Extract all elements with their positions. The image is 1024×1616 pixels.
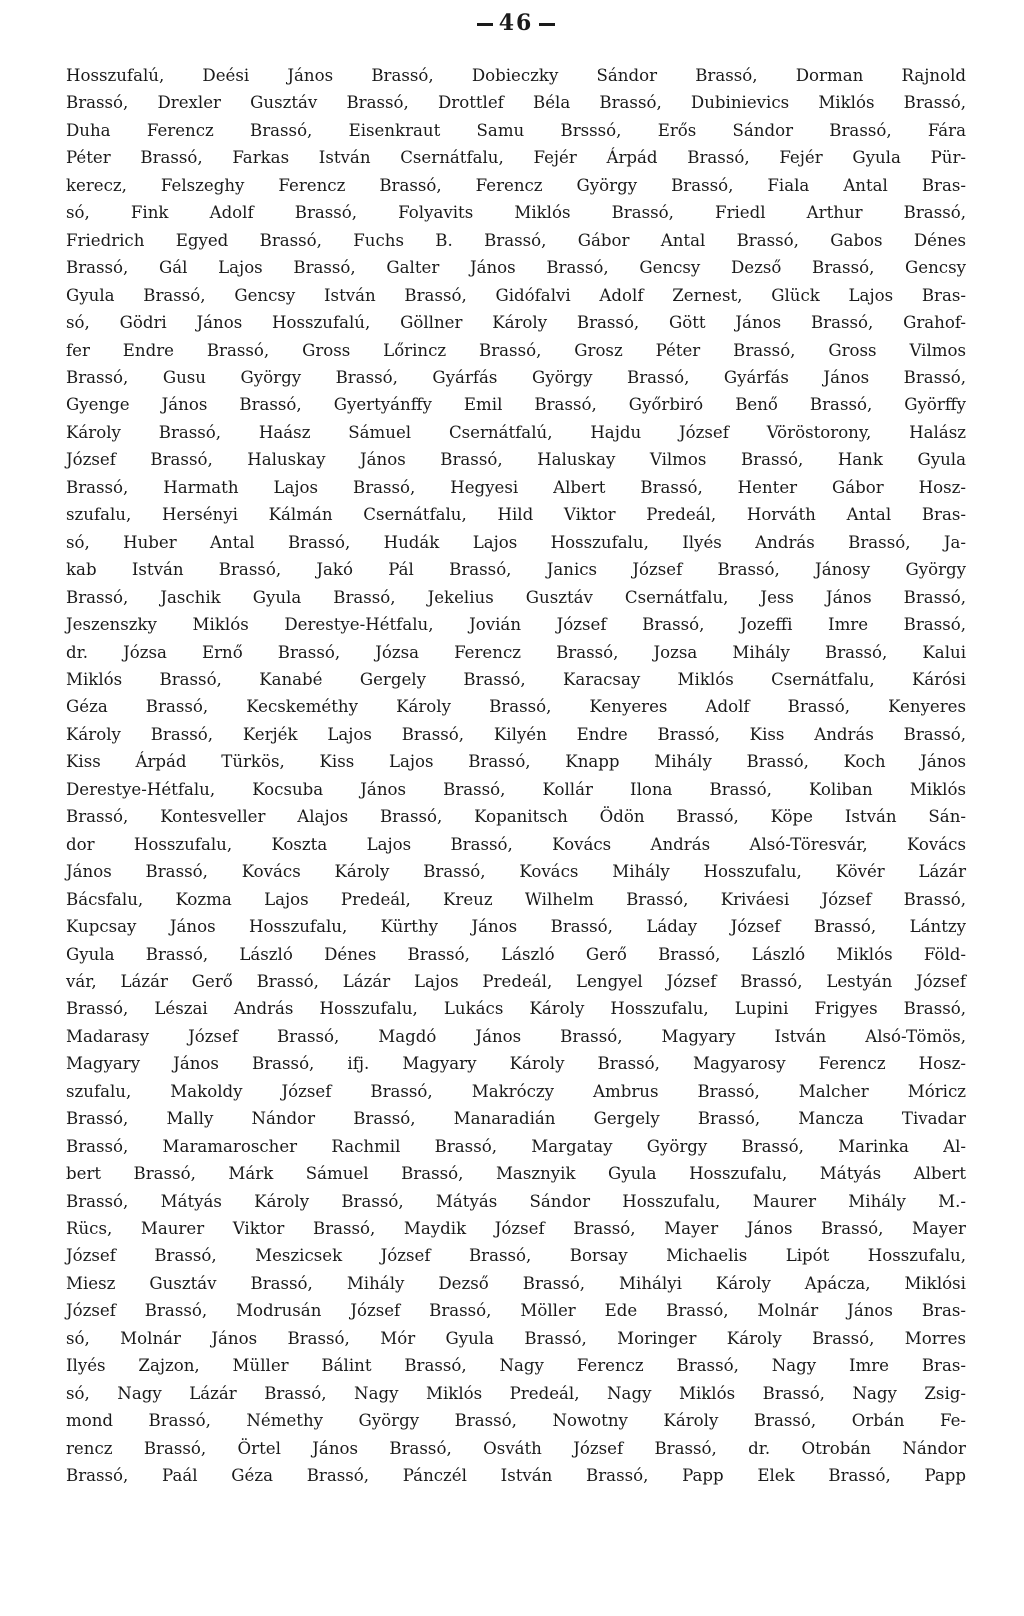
text-line: fer Endre Brassó, Gross Lőrincz Brassó, Grosz Péter Brassó, Gross Vilmos bbox=[66, 340, 966, 360]
text-line: Brassó, Gusu György Brassó, Gyárfás György Brassó, Gyárfás János Brassó, bbox=[66, 367, 966, 387]
text-line: só, Huber Antal Brassó, Hudák Lajos Hosszufalu, Ilyés András Brassó, Ja- bbox=[66, 532, 966, 552]
text-line: Brassó, Lészai András Hosszufalu, Lukács Károly Hosszufalu, Lupini Frigyes Brassó, bbox=[66, 999, 966, 1019]
text-line: mond Brassó, Némethy György Brassó, Nowotny Károly Brassó, Orbán Fe- bbox=[66, 1411, 966, 1431]
text-line: Gyula Brassó, László Dénes Brassó, László Gerő Brassó, László Miklós Föld- bbox=[66, 944, 966, 964]
page-number-left-dash bbox=[477, 23, 493, 26]
text-line: Madarasy József Brassó, Magdó János Brassó, Magyary István Alsó-Tömös, bbox=[66, 1026, 966, 1046]
text-line: Gyula Brassó, Gencsy István Brassó, Gidófalvi Adolf Zernest, Glück Lajos Bras- bbox=[66, 285, 966, 305]
text-line: József Brassó, Haluskay János Brassó, Haluskay Vilmos Brassó, Hank Gyula bbox=[66, 450, 966, 470]
text-line: Géza Brassó, Kecskeméthy Károly Brassó, Kenyeres Adolf Brassó, Kenyeres bbox=[66, 697, 966, 717]
text-line: Brassó, Maramaroscher Rachmil Brassó, Margatay György Brassó, Marinka Al- bbox=[66, 1136, 966, 1156]
member-list-paragraph bbox=[66, 62, 966, 1490]
page-number-value: 46 bbox=[498, 10, 534, 36]
text-line: kab István Brassó, Jakó Pál Brassó, Janics József Brassó, Jánosy György bbox=[66, 560, 966, 580]
text-line: szufalu, Makoldy József Brassó, Makróczy Ambrus Brassó, Malcher Móricz bbox=[66, 1081, 966, 1101]
text-line: Jeszenszky Miklós Derestye-Hétfalu, Jovián József Brassó, Jozeffi Imre Brassó, bbox=[66, 615, 966, 635]
text-line: szufalu, Hersényi Kálmán Csernátfalu, Hild Viktor Predeál, Horváth Antal Bras- bbox=[66, 505, 966, 525]
text-line: só, Nagy Lázár Brassó, Nagy Miklós Predeál, Nagy Miklós Brassó, Nagy Zsig- bbox=[66, 1383, 966, 1403]
text-line: Kiss Árpád Türkös, Kiss Lajos Brassó, Knapp Mihály Brassó, Koch János bbox=[66, 752, 966, 772]
text-line: Friedrich Egyed Brassó, Fuchs B. Brassó, Gábor Antal Brassó, Gabos Dénes bbox=[66, 230, 966, 250]
text-line: Brassó, Mally Nándor Brassó, Manaradián Gergely Brassó, Mancza Tivadar bbox=[66, 1109, 966, 1129]
text-line: Brassó, Gál Lajos Brassó, Galter János Brassó, Gencsy Dezső Brassó, Gencsy bbox=[66, 258, 966, 278]
text-line: Miesz Gusztáv Brassó, Mihály Dezső Brassó, Mihályi Károly Apácza, Miklósi bbox=[66, 1273, 966, 1293]
text-line: dor Hosszufalu, Koszta Lajos Brassó, Kovács András Alsó-Töresvár, Kovács bbox=[66, 834, 966, 854]
text-line: só, Molnár János Brassó, Mór Gyula Brassó, Moringer Károly Brassó, Morres bbox=[66, 1328, 966, 1348]
text-line: dr. Józsa Ernő Brassó, Józsa Ferencz Brassó, Jozsa Mihály Brassó, Kalui bbox=[66, 642, 966, 662]
page-number bbox=[66, 10, 966, 36]
text-line: Ilyés Zajzon, Müller Bálint Brassó, Nagy Ferencz Brassó, Nagy Imre Bras- bbox=[66, 1356, 966, 1376]
text-line: Miklós Brassó, Kanabé Gergely Brassó, Karacsay Miklós Csernátfalu, Kárósi bbox=[66, 669, 966, 689]
page-number-right-dash bbox=[539, 23, 555, 26]
text-line: Brassó, Paál Géza Brassó, Pánczél István Brassó, Papp Elek Brassó, Papp bbox=[66, 1466, 966, 1486]
text-line: János Brassó, Kovács Károly Brassó, Kovács Mihály Hosszufalu, Kövér Lázár bbox=[66, 862, 966, 882]
text-line: Rücs, Maurer Viktor Brassó, Maydik József Brassó, Mayer János Brassó, Mayer bbox=[66, 1219, 966, 1239]
text-line: Brassó, Harmath Lajos Brassó, Hegyesi Albert Brassó, Henter Gábor Hosz- bbox=[66, 477, 966, 497]
text-line: Brassó, Kontesveller Alajos Brassó, Kopanitsch Ödön Brassó, Köpe István Sán- bbox=[66, 807, 966, 827]
text-line: só, Gödri János Hosszufalú, Göllner Károly Brassó, Gött János Brassó, Grahof- bbox=[66, 313, 966, 333]
text-line: bert Brassó, Márk Sámuel Brassó, Masznyik Gyula Hosszufalu, Mátyás Albert bbox=[66, 1164, 966, 1184]
text-line: József Brassó, Meszicsek József Brassó, Borsay Michaelis Lipót Hosszufalu, bbox=[66, 1246, 966, 1266]
text-line: Péter Brassó, Farkas István Csernátfalu, Fejér Árpád Brassó, Fejér Gyula Pür- bbox=[66, 148, 966, 168]
text-line: rencz Brassó, Örtel János Brassó, Osváth József Brassó, dr. Otrobán Nándor bbox=[66, 1438, 966, 1458]
text-line: Magyary János Brassó, ifj. Magyary Károly Brassó, Magyarosy Ferencz Hosz- bbox=[66, 1054, 966, 1074]
text-line: Duha Ferencz Brassó, Eisenkraut Samu Brsssó, Erős Sándor Brassó, Fára bbox=[66, 120, 966, 140]
text-line: kerecz, Felszeghy Ferencz Brassó, Ferencz György Brassó, Fiala Antal Bras- bbox=[66, 175, 966, 195]
text-line: Brassó, Drexler Gusztáv Brassó, Drottlef Béla Brassó, Dubinievics Miklós Brassó, bbox=[66, 93, 966, 113]
text-line: József Brassó, Modrusán József Brassó, Möller Ede Brassó, Molnár János Bras- bbox=[66, 1301, 966, 1321]
text-line: Derestye-Hétfalu, Kocsuba János Brassó, Kollár Ilona Brassó, Koliban Miklós bbox=[66, 779, 966, 799]
text-line: Károly Brassó, Kerjék Lajos Brassó, Kilyén Endre Brassó, Kiss András Brassó, bbox=[66, 724, 966, 744]
text-line: Bácsfalu, Kozma Lajos Predeál, Kreuz Wilhelm Brassó, Kriváesi József Brassó, bbox=[66, 889, 966, 909]
text-line: Kupcsay János Hosszufalu, Kürthy János Brassó, Láday József Brassó, Lántzy bbox=[66, 917, 966, 937]
text-line: vár, Lázár Gerő Brassó, Lázár Lajos Predeál, Lengyel József Brassó, Lestyán József bbox=[66, 971, 966, 991]
text-line: Károly Brassó, Haász Sámuel Csernátfalú, Hajdu József Vöröstorony, Halász bbox=[66, 422, 966, 442]
text-line: Brassó, Mátyás Károly Brassó, Mátyás Sándor Hosszufalu, Maurer Mihály M.- bbox=[66, 1191, 966, 1211]
text-line: só, Fink Adolf Brassó, Folyavits Miklós Brassó, Friedl Arthur Brassó, bbox=[66, 203, 966, 223]
text-line: Hosszufalú, Deési János Brassó, Dobieczky Sándor Brassó, Dorman Rajnold bbox=[66, 66, 966, 85]
text-line: Gyenge János Brassó, Gyertyánffy Emil Brassó, Győrbiró Benő Brassó, Györffy bbox=[66, 395, 966, 415]
text-line: Brassó, Jaschik Gyula Brassó, Jekelius Gusztáv Csernátfalu, Jess János Brassó, bbox=[66, 587, 966, 607]
